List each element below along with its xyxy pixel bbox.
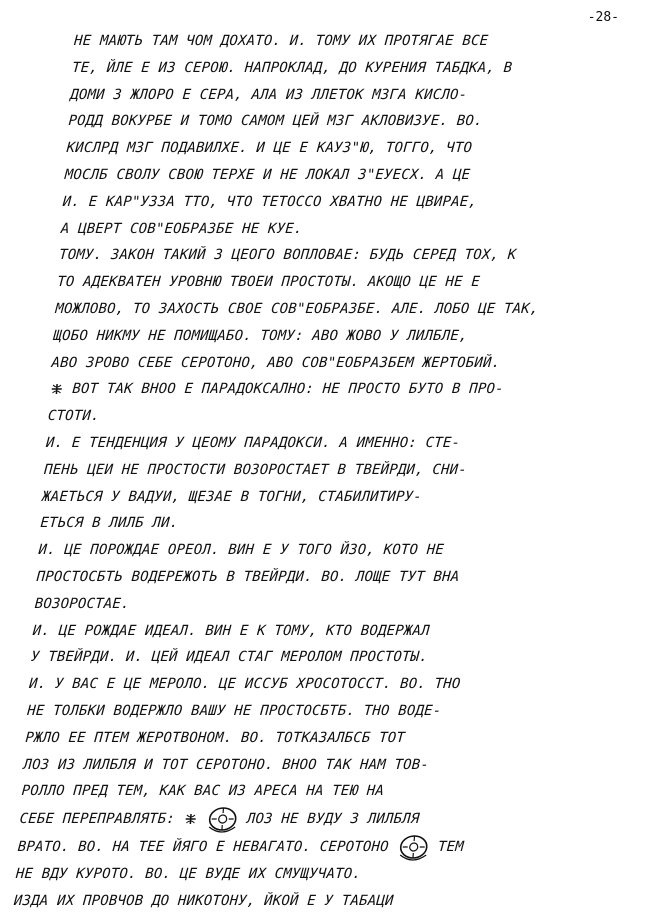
text-line: ИЗДА ИХ ПРОВЧОВ ДО НИКОТОНУ, ЙКОЙ Е У ТАБАЦИ — [13, 892, 395, 909]
text-line: И. Е КАР"УЗЗА ТТО, ЧТО ТЕТОССО ХВАТНО НЕ ЦВИРАЕ, — [62, 193, 478, 210]
text-line: И. У ВАС Е ЦЕ МЕРОЛО. ЦЕ ИССУБ ХРОСОТОССТ. ВО. ТНО — [28, 676, 462, 693]
text-line — [19, 805, 593, 833]
text-line: ЛОЗ ИЗ ЛИЛБЛЯ И ТОТ СЕРОТОНО. ВНОО ТАК НАМ ТОВ- — [22, 756, 430, 773]
text-line: ПРОСТОСБТЬ ВОДЕРЕЖОТЬ В ТВЕЙРДИ. ВО. ЛОЩЕ ТУТ ВНА — [36, 568, 460, 585]
text-line — [17, 833, 591, 861]
text-line: ВОЗОРОСТАЕ. — [34, 595, 131, 612]
cross-swirl-icon — [49, 383, 64, 395]
text-line: НЕ МАЮТЬ ТАМ ЧОМ ДОХАТО. И. ТОМУ ИХ ПРОТЯГАЕ ВСЕ — [73, 33, 489, 49]
text-line-content: ВРАТО. ВО. НА ТЕЕ ЙЯГО Е НЕВАГАТО. СЕРОТОНО — [17, 839, 390, 856]
text-line: А ЦВЕРТ СОВ"ЕОБРАЗБЕ НЕ КУЕ. — [60, 220, 304, 237]
ornament-disc-icon — [396, 833, 430, 861]
text-line: И. ЦЕ РОЖДАЕ ИДЕАЛ. ВИН Е К ТОМУ, КТО ВОДЕРЖАЛ — [32, 622, 431, 639]
text-line: И. ЦЕ ПОРОЖДАЕ ОРЕОЛ. ВИН Е У ТОГО ЙЗО, КОТО НЕ — [37, 542, 445, 559]
cross-swirl-icon — [183, 813, 198, 825]
text-line: ДОМИ З ЖЛОРО Е СЕРА, АЛА ИЗ ЛЛЕТОК МЗГА КИСЛО- — [69, 86, 468, 103]
text-line — [49, 376, 623, 403]
text-line: РОДД ВОКУРБЕ И ТОМО САМОМ ЦЕЙ МЗГ АКЛОВИЗУЕ. ВО. — [67, 113, 484, 130]
text-line: РОЛЛО ПРЕД ТЕМ, КАК ВАС ИЗ АРЕСА НА ТЕЮ НА — [21, 783, 385, 800]
text-line: И. Е ТЕНДЕНЦИЯ У ЦЕОМУ ПАРАДОКСИ. А ИМЕННО: СТЕ- — [45, 434, 461, 451]
text-line: МОЖЛОВО, ТО ЗАХОСТЬ СВОЕ СОВ"ЕОБРАЗБЕ. АЛЕ. ЛОБО ЦЕ ТАК, — [54, 300, 540, 317]
ornament-disc-icon — [205, 805, 239, 833]
text-line: АВО ЗРОВО СЕБЕ СЕРОТОНО, АВО СОВ"ЕОБРАЗБЕМ ЖЕРТОБИЙ. — [51, 354, 501, 371]
text-line: НЕ ТОЛБКИ ВОДЕРЖЛО ВАШУ НЕ ПРОСТОСБТБ. ТНО ВОДЕ- — [26, 702, 442, 719]
text-line: СТОТИ. — [47, 408, 101, 425]
text-line: ПЕНЬ ЦЕИ НЕ ПРОСТОСТИ ВОЗОРОСТАЕТ В ТВЕЙРДИ, СНИ- — [43, 461, 468, 478]
text-line-content: ЛОЗ НЕ ВУДУ З ЛИЛБЛЯ — [246, 811, 421, 828]
text-line: ЩОБО НИКМУ НЕ ПОМИЩАБО. ТОМУ: АВО ЖОВО У ЛИЛБЛЕ, — [52, 327, 469, 344]
text-line: РЖЛО ЕЕ ПТЕМ ЖЕРОТВОНОМ. ВО. ТОТКАЗАЛБСБ ТОТ — [24, 729, 406, 746]
handwritten-text-block — [13, 28, 647, 915]
text-line: КИСЛРД МЗГ ПОДАВИЛХЕ. И ЦЕ Е КАУЗ"Ю, ТОГГО, ЧТО — [66, 140, 473, 157]
text-line: ТЕ, ЙЛЕ Е ИЗ СЕРОЮ. НАПРОКЛАД, ДО КУРЕНИЯ ТАБДКА, В — [71, 59, 513, 76]
page-number: -28- — [587, 10, 619, 25]
text-line: ТО АДЕКВАТЕН УРОВНЮ ТВОЕИ ПРОСТОТЫ. АКОЩО ЦЕ НЕ Е — [56, 274, 481, 291]
text-line: ТОМУ. ЗАКОН ТАКИЙ З ЦЕОГО ВОПЛОВАЕ: БУДЬ СЕРЕД ТОХ, К — [58, 247, 517, 264]
text-line: ЕТЬСЯ В ЛИЛБ ЛИ. — [39, 515, 179, 532]
text-line-content: ТЕМ — [437, 839, 465, 856]
text-line: МОСЛБ СВОЛУ СВОЮ ТЕРХЕ И НЕ ЛОКАЛ З"ЕУЕСХ. А ЦЕ — [64, 166, 471, 183]
text-line: У ТВЕЙРДИ. И. ЦЕЙ ИДЕАЛ СТАГ МЕРОЛОМ ПРОСТОТЫ. — [30, 649, 429, 666]
text-line-content: СЕБЕ ПЕРЕПРАВЛЯТБ: — [19, 811, 176, 828]
text-line-content: ВОТ ТАК ВНОО Е ПАРАДОКСАЛНО: НЕ ПРОСТО БУТО В ПРО- — [71, 381, 505, 398]
text-line: ЖАЕТЬСЯ У ВАДУИ, ЩЕЗАЕ В ТОГНИ, СТАБИЛИТИРУ- — [41, 488, 423, 505]
text-line: НЕ ВДУ КУРОТО. ВО. ЦЕ ВУДЕ ИХ СМУЩУЧАТО. — [15, 866, 362, 883]
